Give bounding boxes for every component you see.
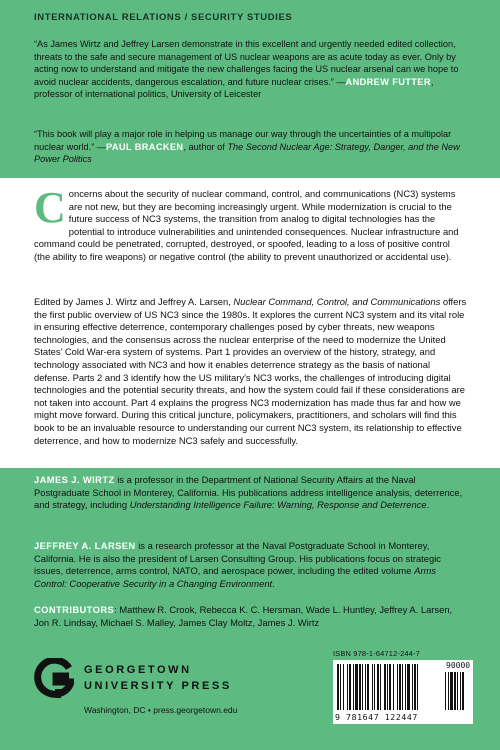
author-bio-larsen xyxy=(34,540,468,590)
description-lead: Edited by James J. Wirtz and Jeffrey A. Larsen, xyxy=(34,296,234,307)
publisher-name-line2: UNIVERSITY PRESS xyxy=(84,680,232,692)
category-label: INTERNATIONAL RELATIONS / SECURITY STUDIES xyxy=(34,12,293,23)
contributors xyxy=(34,604,468,629)
barcode xyxy=(333,660,473,724)
intro-paragraph xyxy=(34,183,468,264)
author-bio-text: is a research professor at the Naval Postgraduate School in Monterey, California. He is also the president of Larsen Consulting Group. His publications focus on strategic issues, deterrence, arms control, NATO, and aerospace power, including the edited volume xyxy=(34,540,441,577)
contributors-list: : Matthew R. Crook, Rebecca K. C. Hersman, Wade L. Huntley, Jeffrey A. Larsen, Jon R. Lindsay, Michael S. Malley, James Clay Moltz, James J. Wirtz xyxy=(34,604,453,628)
author-book-title: Understanding Intelligence Failure: Warning, Response and Deterrence xyxy=(129,499,427,511)
publisher-name xyxy=(84,662,232,694)
price-code: 90000 xyxy=(446,661,471,670)
quote-affiliation: , professor of international politics, University of Leicester xyxy=(34,76,434,99)
contributors-label: CONTRIBUTORS xyxy=(34,604,115,615)
description-text: offers the first public overview of US NC3 since the 1980s. It explores the current NC3 system and its vital role in ensuring effective deterrence, contemporary challenges posed by cyber threats, new weapons technologies, and the consensus across the nuclear enterprise of the need to modernize the United States’ Cold War-era system of systems. Part 1 provides an overview of the history, strategy, and technology associated with NC3 and how it enables deterrence strategy as the basis of national defense. Parts 2 and 3 identify how the US military’s NC3 works, the challenges of introducing digital technologies and the potential security threats, and how the system could fail if these considerations are not taken into account. Part 4 explains the progress NC3 modernization has made thus far and how we might move forward. During this critical juncture, policymakers, practitioners, and scholars will find this book to be an invaluable resource to understanding our current NC3 system, its relationship to effective deterrence, and how to modernize NC3 safely and successfully. xyxy=(34,296,467,446)
quote-attribution-name: PAUL BRACKEN xyxy=(106,141,184,152)
blurb-quote-2 xyxy=(34,128,468,166)
quote-affiliation: , author of xyxy=(183,141,228,152)
blurb-quote-1 xyxy=(34,38,468,101)
book-title: Nuclear Command, Control, and Communications xyxy=(233,296,441,307)
author-bio-end: . xyxy=(426,499,430,511)
author-name: JEFFREY A. LARSEN xyxy=(34,540,136,551)
quote-text: “As James Wirtz and Jeffrey Larsen demonstrate in this excellent and urgently needed edited collection, threats to the safe and secure management of US nuclear weapons are as acute today as ever. Only by acting now to understand and mitigate the new challenges facing the US nuclear arsenal can we hope to avoid nuclear accidents, dangerous escalation, and future nuclear crises.” — xyxy=(34,39,459,87)
author-bio-text: is a professor in the Department of National Security Affairs at the Naval Postgraduate School in Monterey, California. His publications address intelligence analysis, deterrence, and strategy, including xyxy=(34,474,463,511)
publisher-location: Washington, DC • press.georgetown.edu xyxy=(84,705,238,715)
intro-text: oncerns about the security of nuclear command, control, and communications (NC3) systems are not new, but they are becoming increasingly urgent. While modernization is crucial to the future success of NC3 systems, the transition from analog to digital technologies has the potential to introduce vulnerabilities and unintended consequences. Nuclear infrastructure and command could be penetrated, corrupted, destroyed, or spoofed, leading to a loss of positive control (the ability to fire weapons) or negative control (the ability to prevent unauthorized or accidental use). xyxy=(34,188,459,262)
barcode-digits: 9 781647 122447 xyxy=(335,712,418,722)
quote-book-title: The Second Nuclear Age: Strategy, Danger, and the New Power Politics xyxy=(34,141,460,164)
isbn-label: ISBN 978-1-64712-244-7 xyxy=(333,649,420,658)
author-bio-end: . xyxy=(272,577,275,589)
author-bio-wirtz xyxy=(34,474,468,512)
quote-attribution-name: ANDREW FUTTER xyxy=(345,76,431,87)
drop-cap: C xyxy=(34,183,66,232)
quote-text: “This book will play a major role in helping us manage our way through the uncertainties of a multipolar nuclear world.” — xyxy=(34,129,452,152)
author-name: JAMES J. WIRTZ xyxy=(34,474,115,485)
author-book-title: Arms Control: Cooperative Security in a Changing Environment xyxy=(34,565,436,589)
description-paragraph xyxy=(34,296,468,447)
publisher-logo-icon xyxy=(34,658,74,698)
publisher-name-line1: GEORGETOWN xyxy=(84,664,192,676)
